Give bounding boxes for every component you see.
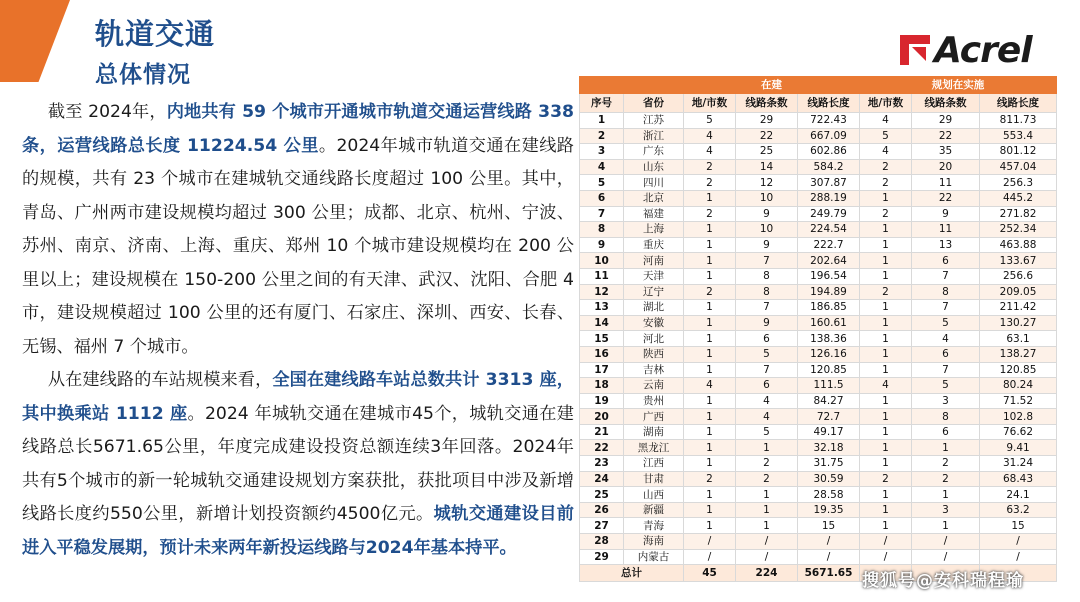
row-index-cell: 25 [580,487,624,503]
row-index-cell: 10 [580,253,624,269]
table-row [580,128,1057,144]
table-row [580,113,1057,129]
table-column-header [580,94,1057,113]
row-index-cell: 15 [580,331,624,347]
table-cell: 224.54 [798,222,860,238]
table-cell: 71.52 [980,393,1057,409]
table-row [580,300,1057,316]
acrel-logo-icon [900,35,930,65]
table-cell: 1 [736,440,798,456]
table-cell: / [912,549,980,565]
row-index-cell: 8 [580,222,624,238]
row-index-cell: 20 [580,409,624,425]
table-row [580,237,1057,253]
col-header: 线路条数 [736,94,798,113]
table-cell: 江苏 [624,113,684,129]
page-subtitle: 总体情况 [95,62,191,88]
table-cell: 6 [912,346,980,362]
table-cell: 河南 [624,253,684,269]
table-cell: 288.19 [798,190,860,206]
table-cell: 249.79 [798,206,860,222]
table-row [580,518,1057,534]
table-cell: 7 [736,300,798,316]
table-cell: 126.16 [798,346,860,362]
row-index-cell: 29 [580,549,624,565]
table-cell: / [736,534,798,550]
total-cell: 45 [684,565,736,582]
table-cell: 14 [736,159,798,175]
table-row [580,440,1057,456]
table-cell: 安徽 [624,315,684,331]
table-cell: 553.4 [980,128,1057,144]
table-cell: 722.43 [798,113,860,129]
body-text [22,96,574,565]
table-cell: 1 [860,409,912,425]
table-group-header [580,77,1057,94]
table-cell: 120.85 [798,362,860,378]
table-cell: 5 [736,346,798,362]
table-cell: 2 [736,471,798,487]
col-header: 线路条数 [912,94,980,113]
watermark: 搜狐号@安科瑞程瑜 [862,571,1024,591]
table-cell: 4 [860,113,912,129]
table-row [580,549,1057,565]
table-cell: 271.82 [980,206,1057,222]
table-cell: 22 [912,190,980,206]
row-index-cell: 11 [580,268,624,284]
table-cell: 天津 [624,268,684,284]
table-row [580,253,1057,269]
table-cell: 10 [736,222,798,238]
table-cell: 4 [684,378,736,394]
table-cell: 河北 [624,331,684,347]
table-cell: 7 [736,253,798,269]
table-cell: 山西 [624,487,684,503]
table-cell: 12 [736,175,798,191]
table-cell: 1 [684,331,736,347]
table-cell: 1 [860,502,912,518]
table-cell: 24.1 [980,487,1057,503]
table-cell: 9.41 [980,440,1057,456]
table-cell: 584.2 [798,159,860,175]
row-index-cell: 6 [580,190,624,206]
table-cell: 1 [684,409,736,425]
table-cell: 1 [684,518,736,534]
table-cell: 31.75 [798,456,860,472]
table-cell: 13 [912,237,980,253]
table-cell: 68.43 [980,471,1057,487]
table-cell: 29 [912,113,980,129]
p1-text-1: 截至 2024年， [47,102,167,122]
table-cell: 463.88 [980,237,1057,253]
table-cell: 1 [860,456,912,472]
row-index-cell: 3 [580,144,624,160]
table-cell: 1 [860,331,912,347]
table-cell: 云南 [624,378,684,394]
table-cell: 202.64 [798,253,860,269]
table-cell: 2 [912,471,980,487]
table-cell: 1 [860,440,912,456]
table-cell: / [860,549,912,565]
p1-text-2: 。2024年城市轨道交通在建线路的规模，共有 23 个城市在建城轨交通线路长度超过 100 公里。其中，青岛、广州两市建设规模均超过 300 公里；成都、北京、杭州、宁波、苏州、南京、济南、上海、重庆、郑州 10 个城市建设规模均在 200 公里以上；建设规模在 150-200 公里之间的有天津、武汉、沈阳、合肥 4 市，建设规模超过 100 公里的还有厦门、石家庄、深圳、西安、长春、无锡、福州 7 个城市。 [22,135,574,357]
table-row [580,534,1057,550]
table-cell: 2 [684,175,736,191]
table-cell: 2 [860,175,912,191]
table-cell: 5 [912,378,980,394]
table-row [580,456,1057,472]
row-index-cell: 1 [580,113,624,129]
table-cell: 广西 [624,409,684,425]
table-cell: 1 [912,440,980,456]
table-cell: 2 [860,159,912,175]
table-cell: 84.27 [798,393,860,409]
table-cell: 63.2 [980,502,1057,518]
table-cell: 2 [684,284,736,300]
table-cell: 307.87 [798,175,860,191]
table-cell: 25 [736,144,798,160]
logo-text: Acrel [934,29,1032,71]
table-cell: / [684,534,736,550]
table-cell: 5 [736,424,798,440]
table-cell: 海南 [624,534,684,550]
row-index-cell: 4 [580,159,624,175]
row-index-cell: 14 [580,315,624,331]
table-cell: 186.85 [798,300,860,316]
group-under-construction: 在建 [684,77,860,94]
table-cell: 72.7 [798,409,860,425]
table-cell: 19.35 [798,502,860,518]
table-row [580,144,1057,160]
col-header: 省份 [624,94,684,113]
table-cell: / [798,549,860,565]
table-cell: 602.86 [798,144,860,160]
table-cell: / [860,534,912,550]
table-cell: 4 [860,378,912,394]
table-row [580,159,1057,175]
table-cell: 1 [736,487,798,503]
table-row [580,502,1057,518]
table-cell: / [980,549,1057,565]
table-cell: 1 [736,502,798,518]
table-cell: 1 [860,487,912,503]
table-cell: 1 [860,253,912,269]
table-cell: 32.18 [798,440,860,456]
row-index-cell: 17 [580,362,624,378]
table-cell: 1 [860,346,912,362]
table-cell: 133.67 [980,253,1057,269]
table-cell: 8 [912,284,980,300]
table-cell: 102.8 [980,409,1057,425]
table-cell: 138.27 [980,346,1057,362]
table-cell: 120.85 [980,362,1057,378]
table-cell: 5 [912,315,980,331]
table-cell: 111.5 [798,378,860,394]
page-title: 轨道交通 [95,17,216,51]
table-cell: 15 [980,518,1057,534]
table-cell: 7 [912,268,980,284]
table-cell: 4 [684,144,736,160]
table-cell: 2 [860,284,912,300]
col-header: 线路长度 [980,94,1057,113]
table-cell: 76.62 [980,424,1057,440]
table-cell: 9 [912,206,980,222]
paragraph-1 [22,96,574,364]
row-index-cell: 2 [580,128,624,144]
table-cell: 667.09 [798,128,860,144]
table-cell: 2 [860,206,912,222]
row-index-cell: 23 [580,456,624,472]
table-cell: 1 [684,190,736,206]
table-cell: 10 [736,190,798,206]
table-cell: 4 [736,409,798,425]
table-cell: 6 [912,424,980,440]
table-cell: 甘肃 [624,471,684,487]
table-cell: / [736,549,798,565]
col-header: 线路长度 [798,94,860,113]
table-cell: 1 [860,518,912,534]
table-cell: 6 [912,253,980,269]
table-cell: 256.6 [980,268,1057,284]
table-cell: / [798,534,860,550]
table-cell: / [684,549,736,565]
table-cell: 2 [684,471,736,487]
table-cell: / [912,534,980,550]
table-row [580,331,1057,347]
row-index-cell: 28 [580,534,624,550]
table-cell: 1 [684,237,736,253]
table-cell: 1 [684,393,736,409]
table-row [580,284,1057,300]
table-cell: 22 [736,128,798,144]
table-cell: 8 [736,284,798,300]
table-cell: 9 [736,237,798,253]
table-cell: 9 [736,206,798,222]
table-cell: 陕西 [624,346,684,362]
accent-corner-bar [0,0,70,82]
table-cell: 5 [860,128,912,144]
table-row [580,424,1057,440]
table-cell: 160.61 [798,315,860,331]
table-cell: 1 [860,300,912,316]
table-cell: 252.34 [980,222,1057,238]
table-cell: 1 [860,190,912,206]
table-cell: 内蒙古 [624,549,684,565]
row-index-cell: 5 [580,175,624,191]
table-cell: 20 [912,159,980,175]
table-cell: 6 [736,331,798,347]
table-cell: 2 [736,456,798,472]
table-cell: 445.2 [980,190,1057,206]
table-cell: 6 [736,378,798,394]
table-cell: 7 [736,362,798,378]
row-index-cell: 18 [580,378,624,394]
table-cell: 3 [912,502,980,518]
col-header: 地/市数 [684,94,736,113]
table-cell: 9 [736,315,798,331]
total-label: 总计 [580,565,684,582]
table-cell: 194.89 [798,284,860,300]
table-cell: 1 [860,315,912,331]
table-row [580,362,1057,378]
table-cell: 湖南 [624,424,684,440]
p2-text-2: 。2024 年城轨交通在建城市45个，城轨交通在建线路总长5671.65公里，年度完成建设投资总额连续3年回落。2024年共有5个城市的新一轮城轨交通建设规划方案获批，获批项目中涉及新增线路长度约550公里，新增计划投资额约4500亿元。 [22,403,574,524]
table-cell: 211.42 [980,300,1057,316]
table-cell: 2 [860,471,912,487]
table-cell: 1 [684,222,736,238]
table-row [580,378,1057,394]
p2-highlight-2: 城轨交通建设目前进入平稳发展期，预计未来两年新投运线路与2024年基本持平。 [22,504,574,558]
table-cell: 80.24 [980,378,1057,394]
total-cell: 224 [736,565,798,582]
total-cell: 5671.65 [798,565,860,582]
table-cell: 黑龙江 [624,440,684,456]
table-cell: 四川 [624,175,684,191]
table-cell: 2 [912,456,980,472]
table-cell: 1 [684,315,736,331]
row-index-cell: 24 [580,471,624,487]
table-cell: 贵州 [624,393,684,409]
table-cell: 辽宁 [624,284,684,300]
table-cell: 1 [860,237,912,253]
table-cell: 7 [912,362,980,378]
table-cell: 1 [860,222,912,238]
table-cell: 1 [860,268,912,284]
table-cell: 1 [684,424,736,440]
row-index-cell: 7 [580,206,624,222]
table-cell: 1 [684,268,736,284]
table-cell: 22 [912,128,980,144]
table-cell: 1 [684,502,736,518]
row-index-cell: 26 [580,502,624,518]
table-cell: 山东 [624,159,684,175]
group-planned: 规划在实施 [860,77,1057,94]
table-cell: 1 [684,440,736,456]
table-cell: 28.58 [798,487,860,503]
table-cell: 1 [860,393,912,409]
table-cell: 49.17 [798,424,860,440]
table-cell: 8 [912,409,980,425]
table-cell: 30.59 [798,471,860,487]
table-cell: 222.7 [798,237,860,253]
table-cell: / [980,534,1057,550]
table-cell: 湖北 [624,300,684,316]
p2-highlight-1: 全国在建线路车站总数共计 3313 座，其中换乘站 1112 座 [22,370,574,424]
table-cell: 1 [736,518,798,534]
table-cell: 4 [736,393,798,409]
p2-text-1: 从在建线路的车站规模来看， [47,370,273,390]
row-index-cell: 9 [580,237,624,253]
rail-construction-table [579,76,1057,582]
table-cell: 福建 [624,206,684,222]
table-cell: 1 [912,518,980,534]
table-cell: 1 [684,362,736,378]
p1-highlight: 内地共有 59 个城市开通城市轨道交通运营线路 338 条，运营线路总长度 11224.54 公里 [22,102,574,156]
table-cell: 江西 [624,456,684,472]
table-cell: 8 [736,268,798,284]
table-cell: 1 [684,253,736,269]
table-row [580,222,1057,238]
table-cell: 457.04 [980,159,1057,175]
table-cell: 1 [912,487,980,503]
table-cell: 3 [912,393,980,409]
table-cell: 1 [860,424,912,440]
table-cell: 11 [912,175,980,191]
table-row [580,175,1057,191]
table-cell: 130.27 [980,315,1057,331]
table-cell: 5 [684,113,736,129]
brand-logo [900,30,1032,70]
table-cell: 1 [684,300,736,316]
table-row [580,393,1057,409]
table-row [580,206,1057,222]
table-cell: 吉林 [624,362,684,378]
table-cell: 256.3 [980,175,1057,191]
table-cell: 138.36 [798,331,860,347]
row-index-cell: 12 [580,284,624,300]
table-cell: 29 [736,113,798,129]
table-row [580,409,1057,425]
table-cell: 广东 [624,144,684,160]
table-cell: 801.12 [980,144,1057,160]
col-header: 地/市数 [860,94,912,113]
paragraph-2 [22,364,574,565]
table-cell: 196.54 [798,268,860,284]
table-cell: 1 [860,362,912,378]
table-row [580,487,1057,503]
col-header: 序号 [580,94,624,113]
table-cell: 重庆 [624,237,684,253]
table-cell: 11 [912,222,980,238]
table-cell: 35 [912,144,980,160]
table-cell: 1 [684,487,736,503]
table-cell: 7 [912,300,980,316]
table-cell: 811.73 [980,113,1057,129]
table-row [580,471,1057,487]
row-index-cell: 27 [580,518,624,534]
table-cell: 浙江 [624,128,684,144]
table-cell: 上海 [624,222,684,238]
table-cell: 2 [684,206,736,222]
row-index-cell: 16 [580,346,624,362]
table-row [580,268,1057,284]
table-cell: 4 [860,144,912,160]
row-index-cell: 22 [580,440,624,456]
table-row [580,190,1057,206]
row-index-cell: 19 [580,393,624,409]
table-cell: 4 [684,128,736,144]
table-cell: 2 [684,159,736,175]
table-cell: 4 [912,331,980,347]
table-cell: 1 [684,456,736,472]
row-index-cell: 13 [580,300,624,316]
table-row [580,346,1057,362]
table-cell: 北京 [624,190,684,206]
table-cell: 青海 [624,518,684,534]
table-cell: 63.1 [980,331,1057,347]
table-cell: 1 [684,346,736,362]
table-cell: 31.24 [980,456,1057,472]
table-row [580,315,1057,331]
row-index-cell: 21 [580,424,624,440]
table-cell: 新疆 [624,502,684,518]
table-cell: 15 [798,518,860,534]
table-cell: 209.05 [980,284,1057,300]
